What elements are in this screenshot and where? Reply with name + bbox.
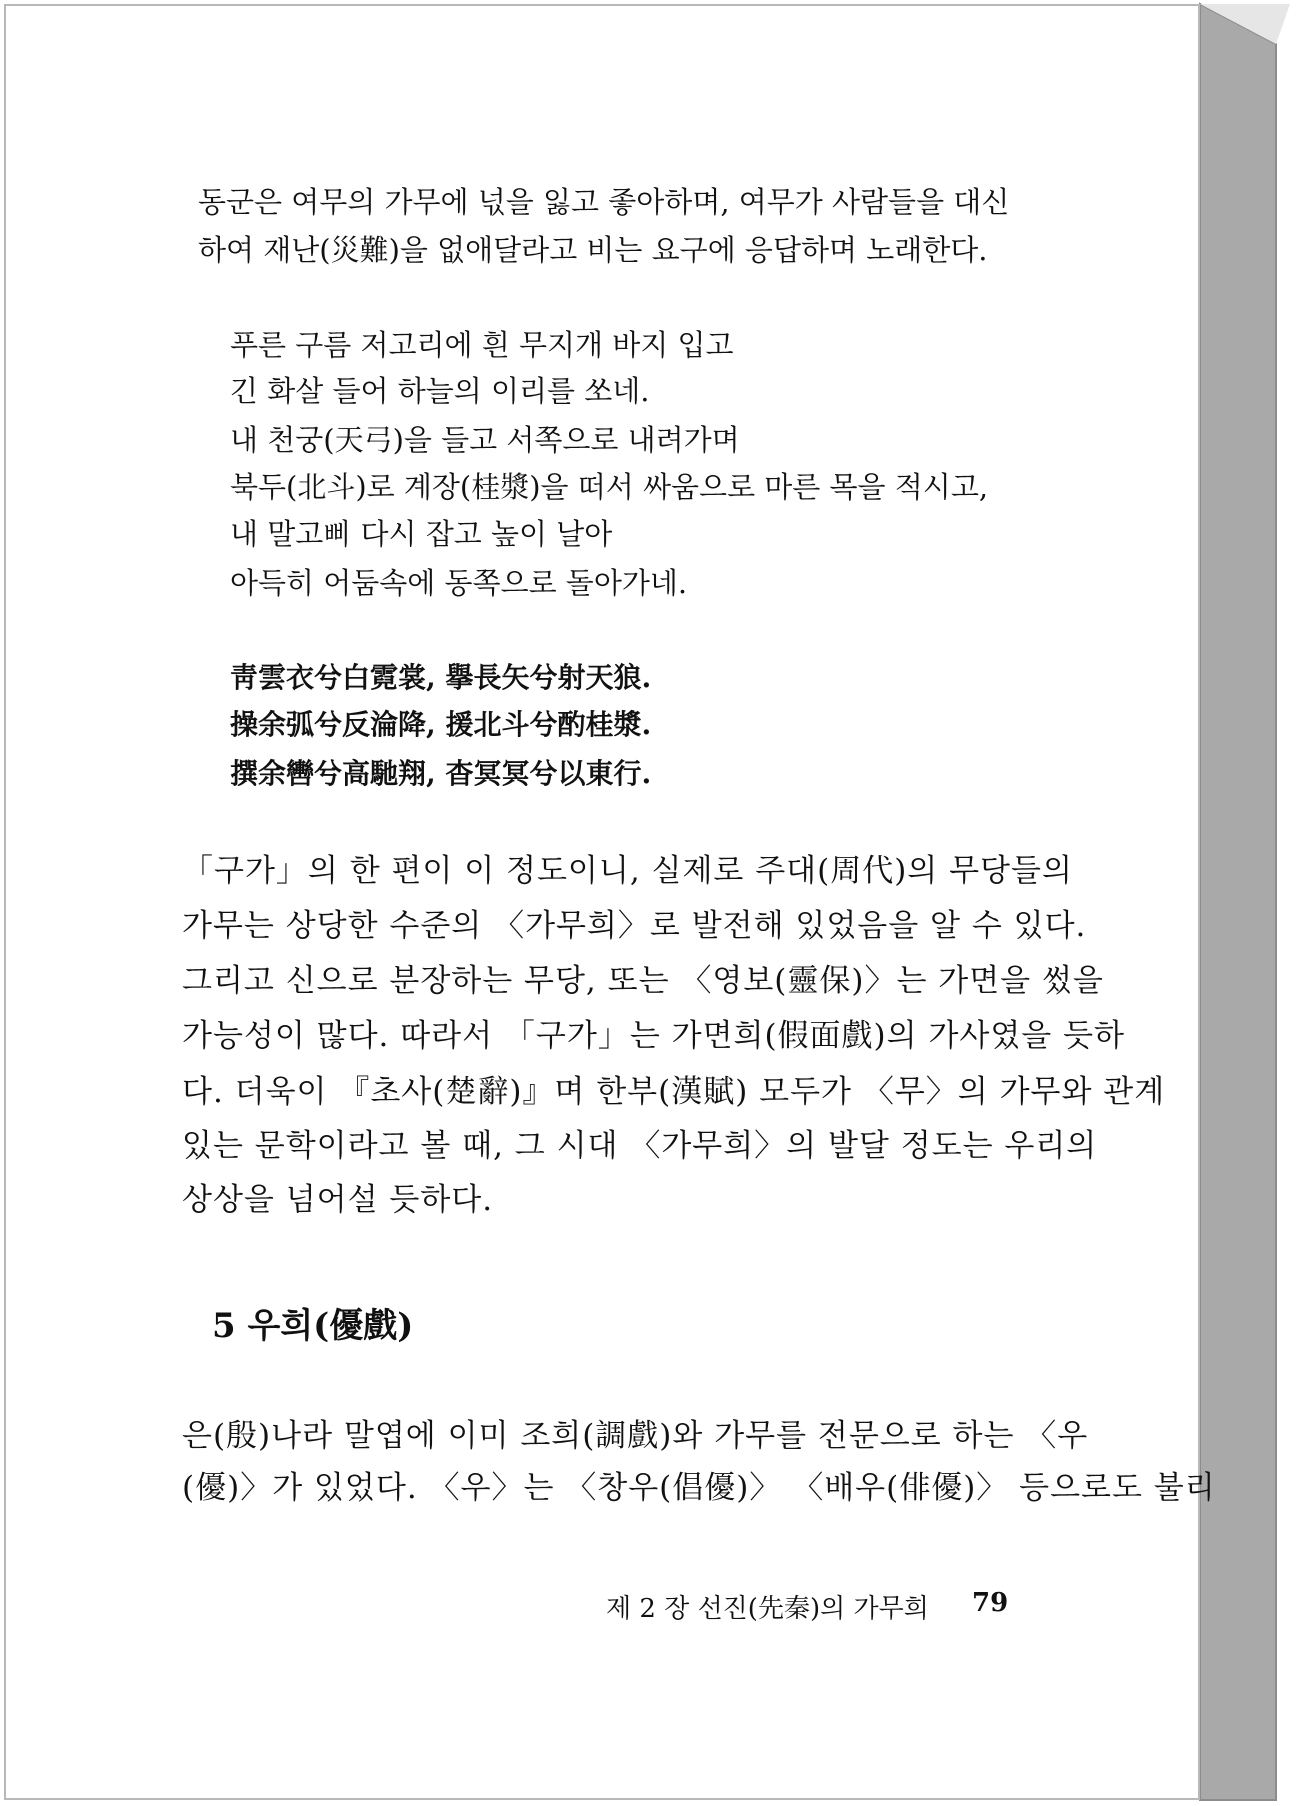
- hanja-verse-line: 撰余轡兮高馳翔, 杳冥冥兮以東行.: [230, 757, 652, 790]
- paragraph-line: 가무는 상당한 수준의 〈가무희〉로 발전해 있었음을 알 수 있다.: [182, 908, 1087, 944]
- running-head: 제 2 장 선진(先秦)의 가무희: [606, 1594, 929, 1624]
- paragraph-line: 은(殷)나라 말엽에 이미 조희(調戲)와 가무를 전문으로 하는 〈우: [182, 1418, 1089, 1454]
- paragraph-line: 다. 더욱이 『초사(楚辭)』며 한부(漢賦) 모두가 〈무〉의 가무와 관계: [182, 1074, 1166, 1110]
- paragraph-line: 「구가」의 한 편이 이 정도이니, 실제로 주대(周代)의 무당들의: [182, 853, 1073, 889]
- paragraph-line: 있는 문학이라고 볼 때, 그 시대 〈가무희〉의 발달 정도는 우리의: [182, 1128, 1098, 1164]
- paragraph-line: 하여 재난(災難)을 없애달라고 비는 요구에 응답하며 노래한다.: [198, 233, 988, 267]
- verse-line: 긴 화살 들어 하늘의 이리를 쏘네.: [230, 374, 650, 408]
- paragraph-line: 상상을 넘어설 듯하다.: [182, 1182, 494, 1218]
- paragraph-line: 그리고 신으로 분장하는 무당, 또는 〈영보(靈保)〉는 가면을 썼을: [182, 963, 1104, 999]
- verse-line: 내 말고삐 다시 잡고 높이 날아: [230, 517, 613, 551]
- paragraph-line: 가능성이 많다. 따라서 「구가」는 가면희(假面戲)의 가사였을 듯하: [182, 1018, 1125, 1054]
- hanja-verse-line: 靑雲衣兮白霓裳, 擧長矢兮射天狼.: [230, 661, 652, 694]
- page-number: 79: [972, 1588, 1009, 1618]
- hanja-verse-line: 操余弧兮反淪降, 援北斗兮酌桂漿.: [230, 708, 652, 741]
- section-heading: 5 우희(優戲): [212, 1306, 414, 1346]
- verse-line: 아득히 어둠속에 동쪽으로 돌아가네.: [230, 566, 688, 600]
- paragraph-line: 동군은 여무의 가무에 넋을 잃고 좋아하며, 여무가 사람들을 대신: [198, 185, 1010, 219]
- paragraph-line: (優)〉가 있었다. 〈우〉는 〈창우(倡優)〉 〈배우(俳優)〉 등으로도 불리: [182, 1470, 1216, 1506]
- verse-line: 푸른 구름 저고리에 흰 무지개 바지 입고: [230, 328, 734, 362]
- verse-line: 내 천궁(天弓)을 들고 서쪽으로 내려가며: [230, 423, 740, 457]
- verse-line: 북두(北斗)로 계장(桂漿)을 떠서 싸움으로 마른 목을 적시고,: [230, 470, 989, 504]
